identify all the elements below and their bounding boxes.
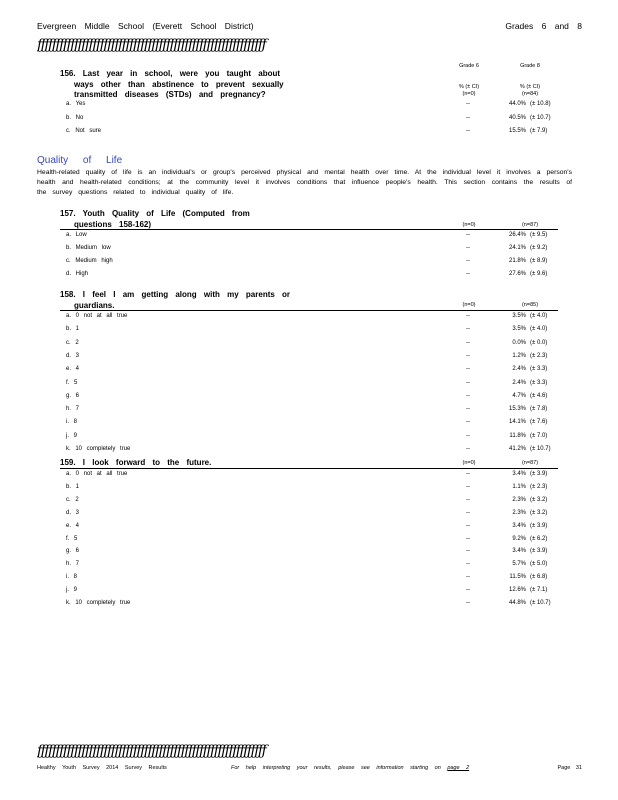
table-row xyxy=(0,443,618,455)
answer-label: a. 0 not at all true xyxy=(66,471,128,477)
grade6-value: -- xyxy=(466,471,470,477)
grade6-value: -- xyxy=(466,419,470,426)
grade6-value: -- xyxy=(466,128,470,134)
answer-label: b. 1 xyxy=(66,483,80,490)
grade8-percent: 11.5% xyxy=(509,574,526,581)
grade6-value: -- xyxy=(466,271,470,277)
table-row xyxy=(0,268,618,280)
grade8-percent: 5.7% xyxy=(512,561,526,568)
table-row xyxy=(0,390,618,402)
grade8-ci: (± 4.6) xyxy=(530,392,548,399)
grade8-ci: (± 3.3) xyxy=(530,379,548,386)
table-row xyxy=(0,112,618,124)
grade6-value: -- xyxy=(466,406,470,413)
grade8-percent: 3.4% xyxy=(512,548,526,555)
grade8-ci: (± 10.7) xyxy=(530,114,551,121)
answer-label: c. 2 xyxy=(66,339,79,346)
grade8-ci: (± 5.0) xyxy=(530,561,548,568)
grade8-percent: 21.8% xyxy=(508,258,526,264)
grade8-percent: 26.4% xyxy=(508,232,526,238)
school-name: Evergreen Middle School (Everett School District) xyxy=(37,21,254,31)
answer-label: a. 0 not at all true xyxy=(66,313,128,319)
grade8-n: (n=87) xyxy=(521,222,539,228)
grade8-ci: (± 2.3) xyxy=(530,483,548,490)
grade8-ci: (± 10.7) xyxy=(530,446,551,452)
grade8-header: Grade 8 xyxy=(520,63,540,69)
grade6-n: (n=0) xyxy=(462,302,476,308)
answer-label: i. 8 xyxy=(66,419,78,426)
page-2-link[interactable]: page 2 xyxy=(447,765,470,771)
table-row xyxy=(0,337,618,349)
answer-label: d. 3 xyxy=(66,509,80,516)
table-row xyxy=(0,494,618,506)
grade8-ci: (± 3.9) xyxy=(530,471,548,477)
grade6-value: -- xyxy=(466,587,470,594)
grade8-percent: 11.8% xyxy=(509,432,526,439)
grade8-percent: 41.2% xyxy=(508,446,526,452)
table-row xyxy=(0,520,618,532)
question-157-title: 157. Youth Quality of Life (Computed from questions 158-162) xyxy=(60,209,250,229)
grade8-percent: 3.4% xyxy=(512,522,526,529)
table-row xyxy=(0,416,618,428)
table-row xyxy=(0,403,618,415)
answer-label: d. High xyxy=(66,271,89,277)
grade8-ci: (± 9.2) xyxy=(530,245,548,251)
table-row xyxy=(0,597,618,609)
grade6-value: -- xyxy=(466,352,470,359)
answer-label: e. 4 xyxy=(66,522,80,529)
grade6-value: -- xyxy=(466,392,470,399)
grade8-percent: 44.0% xyxy=(508,101,526,107)
grade8-ci: (± 6.2) xyxy=(530,535,548,542)
table-row xyxy=(0,363,618,375)
grade8-ci: (± 7.8) xyxy=(530,406,548,413)
grade8-percent: 12.6% xyxy=(508,587,526,594)
answer-label: k. 10 completely true xyxy=(66,446,131,452)
grade6-value: -- xyxy=(466,232,470,238)
grade6-value: -- xyxy=(466,561,470,568)
table-row xyxy=(0,481,618,493)
grade8-ci: (± 4.0) xyxy=(530,326,548,333)
grade6-subheader: % (± CI) (n=0) xyxy=(458,84,480,97)
grade8-ci: (± 7.9) xyxy=(530,128,548,134)
grade8-ci: (± 7.0) xyxy=(530,432,548,439)
answer-label: d. 3 xyxy=(66,352,80,359)
answer-label: c. Not sure xyxy=(66,128,102,134)
answer-label: g. 6 xyxy=(66,548,80,555)
grade6-value: -- xyxy=(466,574,470,581)
grade8-ci: (± 3.3) xyxy=(530,366,548,373)
grade8-ci: (± 7.1) xyxy=(530,587,548,594)
grade6-value: -- xyxy=(466,522,470,529)
grade8-percent: 2.4% xyxy=(512,366,526,373)
grade6-value: -- xyxy=(466,600,470,606)
footer-help-text: For help interpreting your results, please see information starting on page 2 xyxy=(231,765,470,771)
grade6-value: -- xyxy=(466,432,470,439)
answer-label: a. Low xyxy=(66,232,87,238)
grade6-n: (n=0) xyxy=(462,222,476,228)
table-row xyxy=(0,584,618,596)
grade8-ci: (± 3.9) xyxy=(530,522,548,529)
grade8-percent: 24.1% xyxy=(508,245,526,251)
answer-label: g. 6 xyxy=(66,392,80,399)
grade8-percent: 0.0% xyxy=(512,339,526,346)
answer-label: c. 2 xyxy=(66,496,79,503)
grade6-value: -- xyxy=(466,496,470,503)
grade8-ci: (± 0.0) xyxy=(530,339,548,346)
grade8-percent: 40.5% xyxy=(508,114,526,121)
grade8-percent: 4.7% xyxy=(512,392,526,399)
answer-label: k. 10 completely true xyxy=(66,600,131,606)
footer-survey-name: Healthy Youth Survey 2014 Survey Results xyxy=(37,765,167,771)
grade6-header: Grade 6 xyxy=(459,63,479,69)
grade8-percent: 2.3% xyxy=(512,496,526,503)
grade8-percent: 44.8% xyxy=(508,600,526,606)
table-row xyxy=(0,98,618,110)
answer-label: f. 5 xyxy=(66,535,78,542)
table-row xyxy=(0,545,618,557)
table-row xyxy=(0,571,618,583)
grade8-ci: (± 4.0) xyxy=(530,313,548,319)
grade8-ci: (± 10.8) xyxy=(530,101,551,107)
grade6-n: (n=0) xyxy=(462,460,476,466)
grade8-ci: (± 3.2) xyxy=(530,496,548,503)
grade8-ci: (± 10.7) xyxy=(530,600,551,606)
answer-label: i. 8 xyxy=(66,574,78,581)
grade6-value: -- xyxy=(466,258,470,264)
grade6-value: -- xyxy=(466,366,470,373)
answer-label: b. Medium low xyxy=(66,245,111,251)
grade8-ci: (± 3.2) xyxy=(530,509,548,516)
page-number: Page 31 xyxy=(557,765,582,771)
answer-label: a. Yes xyxy=(66,101,86,107)
answer-label: h. 7 xyxy=(66,406,80,413)
table-row xyxy=(0,310,618,322)
answer-label: c. Medium high xyxy=(66,258,113,264)
table-row xyxy=(0,350,618,362)
section-description: Health-related quality of life is an individual's or group's perceived physical and mental health over time. At the individual level it involves a person's health and health-related conditions; at the community level it involves conditions that influence people's health. This section contains the results of the survey questions related to individual quality of life. xyxy=(37,169,572,196)
answer-label: b. 1 xyxy=(66,326,80,333)
table-row xyxy=(0,558,618,570)
grade8-ci: (± 7.6) xyxy=(530,419,548,426)
answer-label: b. No xyxy=(66,114,84,121)
table-row xyxy=(0,125,618,137)
answer-label: j. 9 xyxy=(66,432,78,439)
table-row xyxy=(0,377,618,389)
table-row xyxy=(0,255,618,267)
question-159-title: 159. I look forward to the future. xyxy=(60,458,212,467)
grade8-percent: 15.3% xyxy=(508,406,526,413)
grade6-value: -- xyxy=(466,114,470,121)
grade6-value: -- xyxy=(466,313,470,319)
grade8-percent: 1.1% xyxy=(512,483,526,490)
answer-label: f. 5 xyxy=(66,379,78,386)
grade8-ci: (± 6.8) xyxy=(530,574,548,581)
table-row xyxy=(0,323,618,335)
answer-label: e. 4 xyxy=(66,366,80,373)
grade8-percent: 1.2% xyxy=(512,352,526,359)
grade8-subheader: % (± CI) (n=84) xyxy=(519,84,541,97)
grade8-percent: 15.5% xyxy=(508,128,526,134)
table-row xyxy=(0,468,618,480)
section-title-quality-of-life: Quality of Life xyxy=(37,155,123,166)
question-156-title: 156. Last year in school, were you taught about ways other than abstinence to prevent sexually transmitted diseases (STDs) and pregnancy? xyxy=(60,69,284,99)
grade8-ci: (± 2.3) xyxy=(530,352,548,359)
grade8-percent: 3.5% xyxy=(512,313,526,319)
grade6-value: -- xyxy=(466,446,470,452)
bottom-decorative-rule: ƒƒƒƒƒƒƒƒƒƒƒƒƒƒƒƒƒƒƒƒƒƒƒƒƒƒƒƒƒƒƒƒƒƒƒƒƒƒƒƒƒƒƒƒƒƒƒƒƒƒƒƒƒƒƒƒƒƒƒƒƒƒ xyxy=(37,744,266,758)
grade6-value: -- xyxy=(466,535,470,542)
grade6-value: -- xyxy=(466,326,470,333)
grade8-percent: 3.5% xyxy=(512,326,526,333)
top-decorative-rule: ƒƒƒƒƒƒƒƒƒƒƒƒƒƒƒƒƒƒƒƒƒƒƒƒƒƒƒƒƒƒƒƒƒƒƒƒƒƒƒƒƒƒƒƒƒƒƒƒƒƒƒƒƒƒƒƒƒƒƒƒƒƒ xyxy=(37,38,266,52)
grade8-n: (n=85) xyxy=(521,302,539,308)
grade8-ci: (± 9.5) xyxy=(530,232,548,238)
grade6-value: -- xyxy=(466,339,470,346)
grade6-value: -- xyxy=(466,509,470,516)
grade8-percent: 2.4% xyxy=(512,379,526,386)
grade8-n: (n=87) xyxy=(521,460,539,466)
answer-label: j. 9 xyxy=(66,587,78,594)
grade8-ci: (± 9.6) xyxy=(530,271,548,277)
table-row xyxy=(0,430,618,442)
table-row xyxy=(0,507,618,519)
grade8-percent: 14.1% xyxy=(508,419,526,426)
grade6-value: -- xyxy=(466,379,470,386)
grade6-value: -- xyxy=(466,483,470,490)
grade8-percent: 2.3% xyxy=(512,509,526,516)
grade6-value: -- xyxy=(466,548,470,555)
grade8-ci: (± 8.9) xyxy=(530,258,548,264)
table-row xyxy=(0,229,618,241)
table-row xyxy=(0,242,618,254)
grade8-percent: 27.6% xyxy=(508,271,526,277)
grade8-ci: (± 3.9) xyxy=(530,548,548,555)
table-row xyxy=(0,533,618,545)
answer-label: h. 7 xyxy=(66,561,80,568)
grade8-percent: 9.2% xyxy=(512,535,526,542)
grade6-value: -- xyxy=(466,245,470,251)
grades-label: Grades 6 and 8 xyxy=(505,21,582,31)
grade8-percent: 3.4% xyxy=(512,471,526,477)
question-158-title: 158. I feel I am getting along with my parents or guardians. xyxy=(60,290,291,310)
grade6-value: -- xyxy=(466,101,470,107)
